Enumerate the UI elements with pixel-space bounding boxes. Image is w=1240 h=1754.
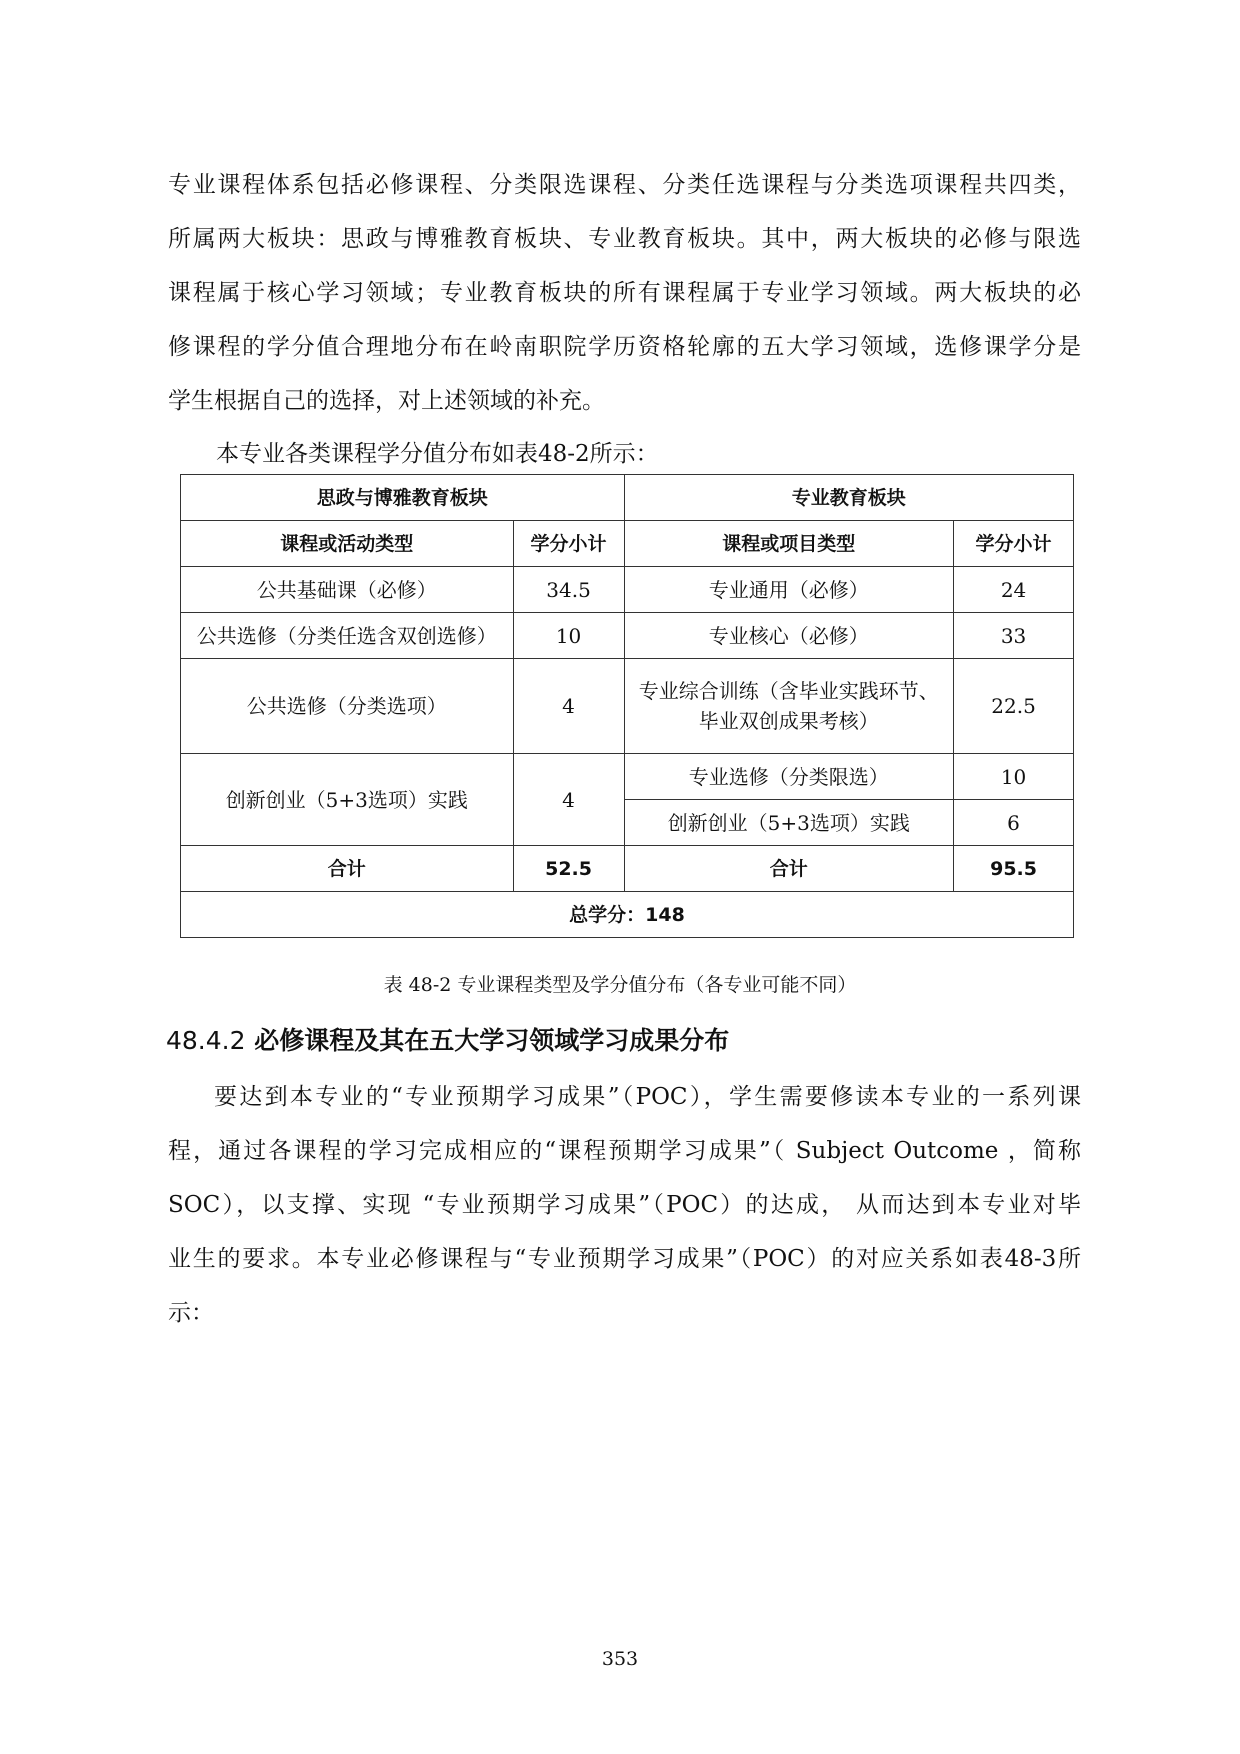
right-credits-header: 学分小计 (954, 521, 1074, 567)
table-row (181, 659, 1074, 754)
right-type-line: 毕业双创成果考核） (698, 709, 879, 733)
credit-distribution-table (180, 474, 1074, 938)
right-credits-cell: 22.5 (954, 659, 1074, 754)
left-type-header: 课程或活动类型 (181, 521, 514, 567)
table-column-header-row (181, 521, 1074, 567)
left-type-cell: 公共选修（分类选项） (181, 659, 514, 754)
table-caption: 表 48-2 专业课程类型及学分值分布（各专业可能不同） (383, 974, 857, 996)
right-type-cell: 创新创业（5+3选项）实践 (624, 800, 954, 846)
right-type-cell (624, 659, 954, 754)
right-credits-cell: 10 (954, 754, 1074, 800)
poc-paragraph (168, 1070, 1081, 1340)
poc-line: 示： (168, 1300, 214, 1326)
right-total-value: 95.5 (954, 846, 1074, 892)
left-block-header: 思政与博雅教育板块 (181, 475, 625, 521)
left-credits-cell: 4 (513, 754, 624, 846)
right-total-label: 合计 (624, 846, 954, 892)
intro-line: 学生根据自己的选择，对上述领域的补充。 (168, 388, 605, 414)
right-type-cell: 专业选修（分类限选） (624, 754, 954, 800)
left-type-cell: 公共基础课（必修） (181, 567, 514, 613)
right-type-cell: 专业核心（必修） (624, 613, 954, 659)
grand-total: 总学分：148 (181, 892, 1074, 938)
section-title: 必修课程及其在五大学习领域学习成果分布 (254, 1026, 730, 1055)
table-intro-text: 本专业各类课程学分值分布如表48-2所示： (216, 441, 659, 467)
left-credits-cell: 4 (513, 659, 624, 754)
table-grand-total-row (181, 892, 1074, 938)
right-credits-cell: 33 (954, 613, 1074, 659)
table-row (181, 567, 1074, 613)
left-credits-header: 学分小计 (513, 521, 624, 567)
intro-line: 所属两大板块：思政与博雅教育板块、专业教育板块。其中，两大板块的必修与限选 (168, 226, 1081, 252)
right-block-header: 专业教育板块 (624, 475, 1074, 521)
table-row (181, 754, 1074, 800)
table-total-row (181, 846, 1074, 892)
poc-line: 程，通过各课程的学习完成相应的“课程预期学习成果”（ Subject Outcome ，简称 (168, 1138, 1081, 1164)
poc-line: SOC），以支撑、实现 “专业预期学习成果”（POC）的达成， 从而达到本专业对毕 (168, 1192, 1081, 1218)
section-heading (166, 1022, 729, 1060)
right-type-header: 课程或项目类型 (624, 521, 954, 567)
right-credits-cell: 24 (954, 567, 1074, 613)
left-credits-cell: 34.5 (513, 567, 624, 613)
intro-paragraph (168, 158, 1081, 428)
table-row (181, 613, 1074, 659)
right-type-line: 专业综合训练（含毕业实践环节、 (638, 679, 939, 703)
left-credits-cell: 10 (513, 613, 624, 659)
left-type-cell: 创新创业（5+3选项）实践 (181, 754, 514, 846)
intro-line: 修课程的学分值合理地分布在岭南职院学历资格轮廓的五大学习领域，选修课学分是 (168, 334, 1081, 360)
left-total-label: 合计 (181, 846, 514, 892)
left-type-cell: 公共选修（分类任选含双创选修） (181, 613, 514, 659)
poc-line: 要达到本专业的“专业预期学习成果”（POC），学生需要修读本专业的一系列课 (214, 1084, 1081, 1110)
right-type-cell: 专业通用（必修） (624, 567, 954, 613)
poc-line: 业生的要求。本专业必修课程与“专业预期学习成果”（POC）的对应关系如表48-3所 (168, 1246, 1081, 1272)
table-block-header-row (181, 475, 1074, 521)
section-number: 48.4.2 (166, 1026, 246, 1055)
right-credits-cell: 6 (954, 800, 1074, 846)
page-number: 353 (601, 1648, 639, 1670)
left-total-value: 52.5 (513, 846, 624, 892)
intro-line: 课程属于核心学习领域；专业教育板块的所有课程属于专业学习领域。两大板块的必 (168, 280, 1081, 306)
intro-line: 专业课程体系包括必修课程、分类限选课程、分类任选课程与分类选项课程共四类， (168, 172, 1081, 198)
